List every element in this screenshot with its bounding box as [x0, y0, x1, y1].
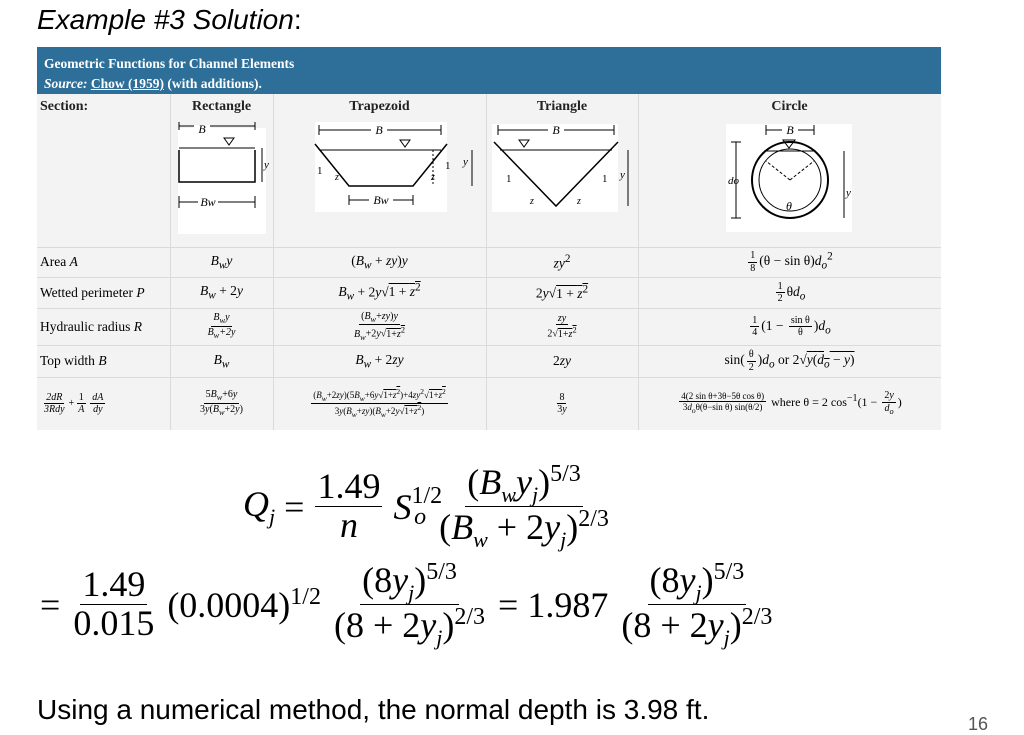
trapezoid-diagram — [273, 120, 486, 247]
table-header — [37, 47, 941, 94]
cell-area-trapezoid: $(B_w + zy)y$ — [351, 252, 408, 272]
cell-wetted-trapezoid: $B_w + 2y√1 + z^2$ — [338, 281, 421, 304]
column-triangle: Triangle — [536, 99, 588, 114]
svg-text:do: do — [728, 175, 739, 187]
cell-top-rectangle: $B_w$ — [213, 351, 230, 371]
svg-text:y: y — [463, 156, 468, 168]
cell-derivative-trapezoid: $\frac{(B_w+2zy)(5B_w+6y√1+z^2)+4zy^2√1+z^2}{3y(B_w+zy)(B_w+2y√1+z^2)}$ — [313, 386, 446, 419]
cell-wetted-rectangle: $B_w + 2y$ — [200, 283, 243, 302]
table-title: Geometric Functions for Channel Elements — [44, 56, 295, 71]
page-number: 16 — [968, 714, 989, 734]
conclusion-text: Using a numerical method, the normal depth is 3.98 ft. — [37, 694, 710, 725]
label-B: B — [198, 122, 206, 136]
cell-area-triangle: $zy^2$ — [553, 252, 571, 271]
section-label: Section: — [40, 99, 89, 114]
row-label-derivative: $\frac{2dR}{\text{3Rdy}}$ + $\frac{1}{A}$ $\frac{dA}{dy}$ — [44, 391, 104, 415]
row-label-hydraulic: Hydraulic radius R — [40, 318, 142, 334]
slide-title: Example #3 Solution: — [37, 4, 302, 35]
cell-area-rectangle: $B_wy$ — [210, 252, 233, 272]
cell-top-circle: sin( $\frac{\theta}{2}$ )$d_o$ or $2√y(d_o - y)$ — [724, 349, 855, 373]
column-rectangle: Rectangle — [191, 99, 252, 114]
svg-text:1: 1 — [445, 160, 451, 172]
cell-hydraulic-circle: $\frac{1}{4}$ (1 − $\frac{\text{sin θ}}{\theta}$ )$d_o$ — [752, 314, 831, 338]
row-label-top: Top width B — [40, 353, 107, 368]
geometric-functions-table — [37, 47, 941, 430]
cell-wetted-triangle: $2y√1 + z^2$ — [535, 283, 589, 301]
svg-text:z: z — [335, 172, 339, 183]
cell-top-triangle: 2zy — [553, 353, 571, 368]
row-label-area: Area A — [40, 254, 78, 269]
row-label-wetted: Wetted perimeter P — [40, 284, 145, 300]
cell-derivative-circle: $\frac{\text{4(2 sin θ+3θ−5θ cos θ)}}{3d_o\theta(\theta-\sin \theta) \sin(\theta/2)}$ where θ = 2 $\cos^{-1}(1$ − $\frac{2y}{d_o}$ ) — [681, 390, 902, 416]
svg-text:B: B — [786, 123, 794, 137]
svg-text:1: 1 — [506, 173, 512, 185]
column-circle: Circle — [771, 99, 808, 114]
svg-text:Bw: Bw — [373, 193, 389, 207]
manning-equation-general: $Q_j$ = $\frac{1.49}{n}$ $S^{1/2}_o$ $\frac{(B_wy_j)^{5/3}}{(B_w + 2y_j)^{2/3}}$ — [243, 461, 609, 553]
cell-derivative-rectangle: $\frac{5B_w+6y}{3y(B_w+2y)}$ — [200, 389, 243, 417]
svg-text:y: y — [264, 159, 269, 171]
svg-text:y: y — [620, 169, 625, 181]
cell-hydraulic-trapezoid: $\frac{(B_w+zy)y}{B_w+2y√1+z^2}$ — [354, 310, 405, 342]
circle-diagram — [638, 120, 941, 247]
cell-hydraulic-rectangle: $\frac{B_wy}{B_w+2y}$ — [207, 312, 236, 340]
svg-text:z: z — [431, 172, 435, 183]
cell-derivative-triangle: $\frac{8}{3y}$ — [557, 391, 567, 415]
cell-top-trapezoid: $B_w + 2zy$ — [355, 351, 404, 371]
svg-text:z: z — [530, 196, 534, 207]
triangle-diagram — [486, 120, 638, 247]
svg-text:y: y — [846, 187, 851, 199]
cell-wetted-circle: $\frac{1}{2}$ $\theta d_o$ — [777, 280, 806, 304]
cell-hydraulic-triangle: $\frac{zy}{2√1+z^2}$ — [547, 312, 577, 340]
rectangle-diagram — [170, 120, 273, 247]
table-grid — [37, 94, 941, 430]
svg-text:1: 1 — [602, 173, 608, 185]
svg-text:B: B — [375, 123, 383, 137]
svg-text:1: 1 — [317, 165, 323, 177]
manning-equation-substituted: = $\frac{1.49}{0.015}$ $(0.0004)^{1/2}$ $\frac{(8y_j)^{5/3}}{(8 + 2y_j)^{2/3}}$ = 1.987 $\frac{(8y_j)^{5/3}}{(8 + 2y_j)^{2/3}}$ — [40, 559, 773, 651]
label-Bw: Bw — [200, 195, 216, 209]
table-source: Source: Chow (1959) (with additions). — [44, 76, 262, 91]
svg-text:θ: θ — [786, 199, 792, 213]
cell-area-circle: $\frac{1}{8}$ $(\theta - \sin \theta)d_o^2$ — [750, 250, 833, 274]
svg-text:z: z — [577, 196, 581, 207]
svg-text:B: B — [552, 123, 560, 137]
column-trapezoid: Trapezoid — [349, 99, 410, 114]
